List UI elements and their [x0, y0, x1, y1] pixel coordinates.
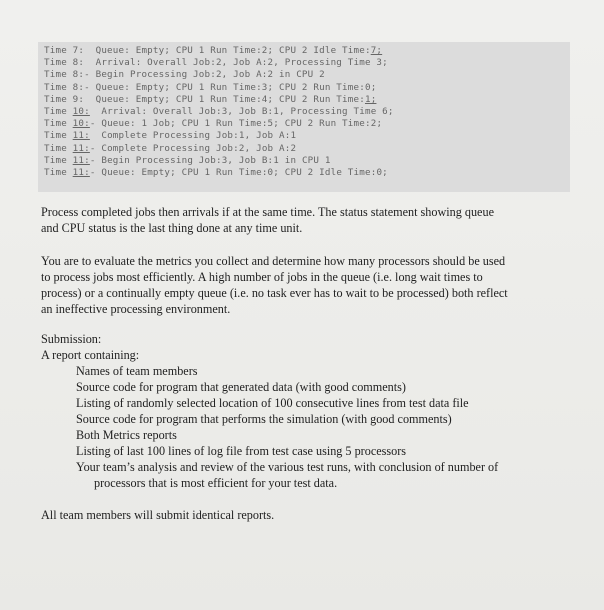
log-separator — [90, 106, 101, 117]
log-message: Queue: 1 Job; CPU 1 Run Time:5; CPU 2 Run Time:2; — [101, 118, 383, 130]
report-item: Listing of randomly selected location of 100 consecutive lines from test data file — [76, 396, 469, 410]
report-item: Listing of last 100 lines of log file from test case using 5 processors — [76, 444, 407, 458]
log-message: Queue: Empty; CPU 1 Run Time:0; CPU 2 Idle Time:0; — [101, 167, 388, 178]
log-line — [44, 94, 376, 105]
log-time: Time 11: — [44, 130, 90, 142]
paragraph-line: Process completed jobs then arrivals if at the same time. The status statement showing queue — [41, 205, 494, 219]
log-separator — [84, 57, 95, 68]
paragraph-evaluation — [41, 253, 581, 317]
paragraph-processing-order — [41, 204, 581, 236]
log-time: Time 10:- — [44, 118, 96, 130]
paragraph-line: to process jobs most efficiently. A high number of jobs in the queue (i.e. long wait times to — [41, 270, 483, 284]
log-time: Time 8: — [44, 57, 85, 69]
paragraph-line: and CPU status is the last thing done at any time unit. — [41, 221, 303, 235]
log-line — [44, 143, 296, 154]
log-time-underlined: 10: — [72, 106, 90, 117]
log-message: Begin Processing Job:2, Job A:2 in CPU 2 — [95, 69, 325, 81]
log-time: Time 10: — [44, 106, 90, 117]
report-item: Both Metrics reports — [76, 428, 177, 442]
report-intro: A report containing: — [41, 348, 140, 362]
log-time-underlined: 11: — [72, 154, 90, 166]
log-time-underlined: 11: — [72, 142, 90, 154]
log-line — [44, 130, 296, 141]
log-separator — [84, 94, 95, 105]
log-line — [44, 155, 331, 166]
log-message-underlined: 7; — [370, 45, 383, 56]
report-item: Names of team members — [76, 364, 198, 378]
log-time: Time 11:- — [44, 167, 96, 178]
log-line — [44, 167, 388, 178]
log-line — [44, 118, 382, 129]
report-item: Source code for program that generated data (with good comments) — [76, 380, 406, 394]
paragraph-line: You are to evaluate the metrics you collect and determine how many processors should be used — [41, 254, 506, 268]
log-time-underlined: 10: — [72, 118, 90, 130]
log-time: Time 11:- — [44, 142, 96, 154]
log-separator — [90, 130, 101, 141]
submission-heading: Submission: — [41, 332, 102, 346]
log-message-underlined: 1; — [364, 93, 377, 105]
log-line — [44, 82, 376, 93]
paragraph-line: process) or a continually empty queue (i.e. no task ever has to wait to be processed) both reflect — [41, 286, 508, 300]
report-item-continuation: processors that is most efficient for your test data. — [94, 476, 338, 490]
log-time-underlined: 11: — [72, 167, 90, 178]
log-message: Begin Processing Job:3, Job B:1 in CPU 1 — [101, 154, 331, 166]
log-line — [44, 106, 394, 117]
log-time: Time 9: — [44, 93, 85, 105]
log-message: Complete Processing Job:1, Job A:1 — [101, 130, 297, 142]
log-message: Queue: Empty; CPU 1 Run Time:4; CPU 2 Run Time: — [95, 93, 365, 105]
log-time: Time 7: — [44, 45, 85, 56]
closing-statement: All team members will submit identical reports. — [41, 508, 275, 522]
log-separator — [84, 45, 95, 56]
log-line — [44, 69, 325, 80]
report-item: Source code for program that performs the simulation (with good comments) — [76, 412, 452, 426]
log-message: Queue: Empty; CPU 1 Run Time:3; CPU 2 Run Time:0; — [95, 81, 377, 93]
log-message: Arrival: Overall Job:3, Job B:1, Processing Time 6; — [101, 106, 394, 117]
log-time-underlined: 11: — [72, 130, 90, 142]
log-line — [44, 45, 382, 56]
log-time: Time 8:- — [44, 69, 90, 81]
log-message: Arrival: Overall Job:2, Job A:2, Processing Time 3; — [95, 57, 388, 69]
log-time: Time 11:- — [44, 154, 96, 166]
report-item: Your team’s analysis and review of the various test runs, with conclusion of number of — [76, 460, 499, 474]
log-message: Complete Processing Job:2, Job A:2 — [101, 142, 297, 154]
log-line — [44, 57, 388, 68]
log-message: Queue: Empty; CPU 1 Run Time:2; CPU 2 Idle Time: — [95, 45, 371, 56]
paragraph-line: an ineffective processing environment. — [41, 302, 231, 316]
log-time: Time 8:- — [44, 81, 90, 93]
